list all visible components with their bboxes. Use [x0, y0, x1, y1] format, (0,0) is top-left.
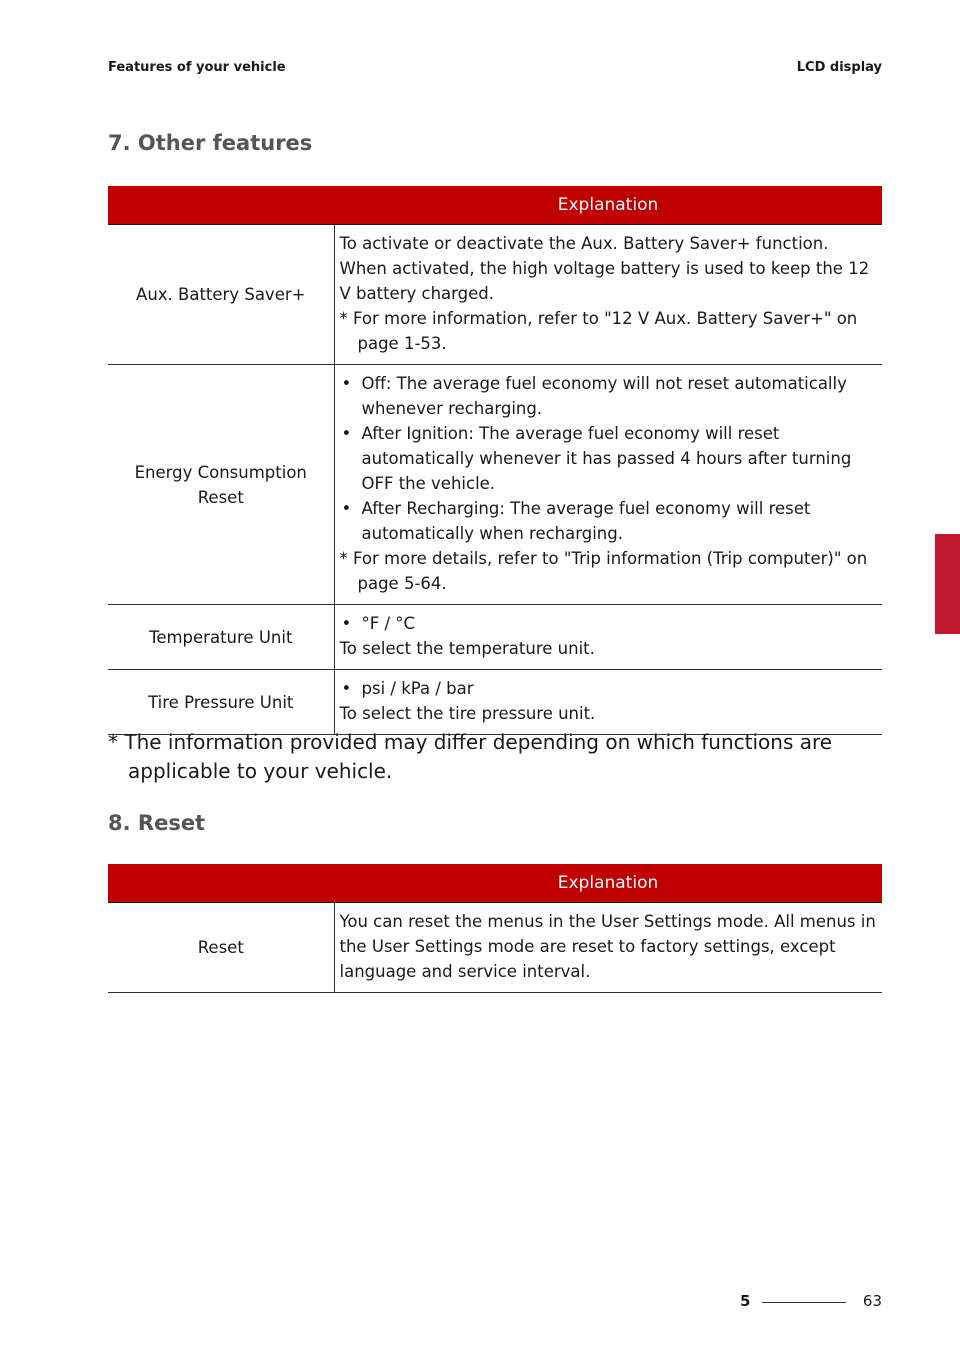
feature-explanation: [334, 225, 882, 365]
footer-divider: [762, 1302, 846, 1303]
header-blank-cell: [108, 186, 334, 225]
page-footer: [740, 1292, 882, 1312]
applicability-footnote: * The information provided may differ depending on which functions are applicable to your vehicle.: [108, 730, 833, 783]
table-header-row: [108, 186, 882, 225]
section-title-reset: 8. Reset: [108, 811, 206, 835]
feature-name-tire-pressure-unit: Tire Pressure Unit: [108, 670, 334, 735]
table-row: [108, 903, 882, 993]
reset-table: [108, 864, 882, 993]
table-row: [108, 605, 882, 670]
feature-explanation: You can reset the menus in the User Settings mode. All menus in the User Settings mode are reset to factory settings, except language and service interval.: [334, 903, 882, 993]
header-section-name: Features of your vehicle: [108, 60, 286, 75]
header-topic-name: LCD display: [796, 60, 882, 75]
explanation-header: Explanation: [334, 186, 882, 225]
option-bullet-pressure: • psi / kPa / bar: [340, 676, 879, 701]
section-title-other-features: 7. Other features: [108, 131, 313, 155]
explanation-line: To select the tire pressure unit.: [339, 704, 596, 723]
feature-explanation: [334, 670, 882, 735]
explanation-line: To select the temperature unit.: [339, 639, 595, 658]
explanation-line: When activated, the high voltage battery is used to keep the 12 V battery charged.: [339, 259, 870, 303]
feature-name-reset: Reset: [108, 903, 334, 993]
feature-explanation: [334, 365, 882, 605]
header-blank-cell: [108, 864, 334, 903]
explanation-line: To activate or deactivate the Aux. Battery Saver+ function.: [339, 234, 829, 253]
option-bullet-after-ignition: • After Ignition: The average fuel economy will reset automatically whenever it has passed 4 hours after turning OFF the vehicle.: [340, 421, 879, 496]
table-row: [108, 365, 882, 605]
explanation-note: * For more information, refer to "12 V Aux. Battery Saver+" on page 1-53.: [339, 309, 858, 353]
running-header: [108, 60, 882, 75]
option-bullet-off: • Off: The average fuel economy will not reset automatically whenever recharging.: [340, 371, 879, 421]
chapter-side-number: 5: [941, 608, 955, 629]
explanation-note: * For more details, refer to "Trip information (Trip computer)" on page 5-64.: [339, 549, 868, 593]
feature-name-energy-consumption-reset: Energy Consumption Reset: [108, 365, 334, 605]
table-row: [108, 670, 882, 735]
option-bullet-after-recharging: • After Recharging: The average fuel economy will reset automatically when recharging.: [340, 496, 879, 546]
feature-name-aux-battery-saver: Aux. Battery Saver+: [108, 225, 334, 365]
feature-name-temperature-unit: Temperature Unit: [108, 605, 334, 670]
footer-chapter-number: 5: [740, 1292, 751, 1310]
table-row: [108, 225, 882, 365]
table-header-row: [108, 864, 882, 903]
option-bullet-temperature: • °F / °C: [340, 611, 879, 636]
explanation-header: Explanation: [334, 864, 882, 903]
footer-page-number: 63: [862, 1292, 882, 1310]
other-features-table: [108, 186, 882, 735]
feature-explanation: [334, 605, 882, 670]
